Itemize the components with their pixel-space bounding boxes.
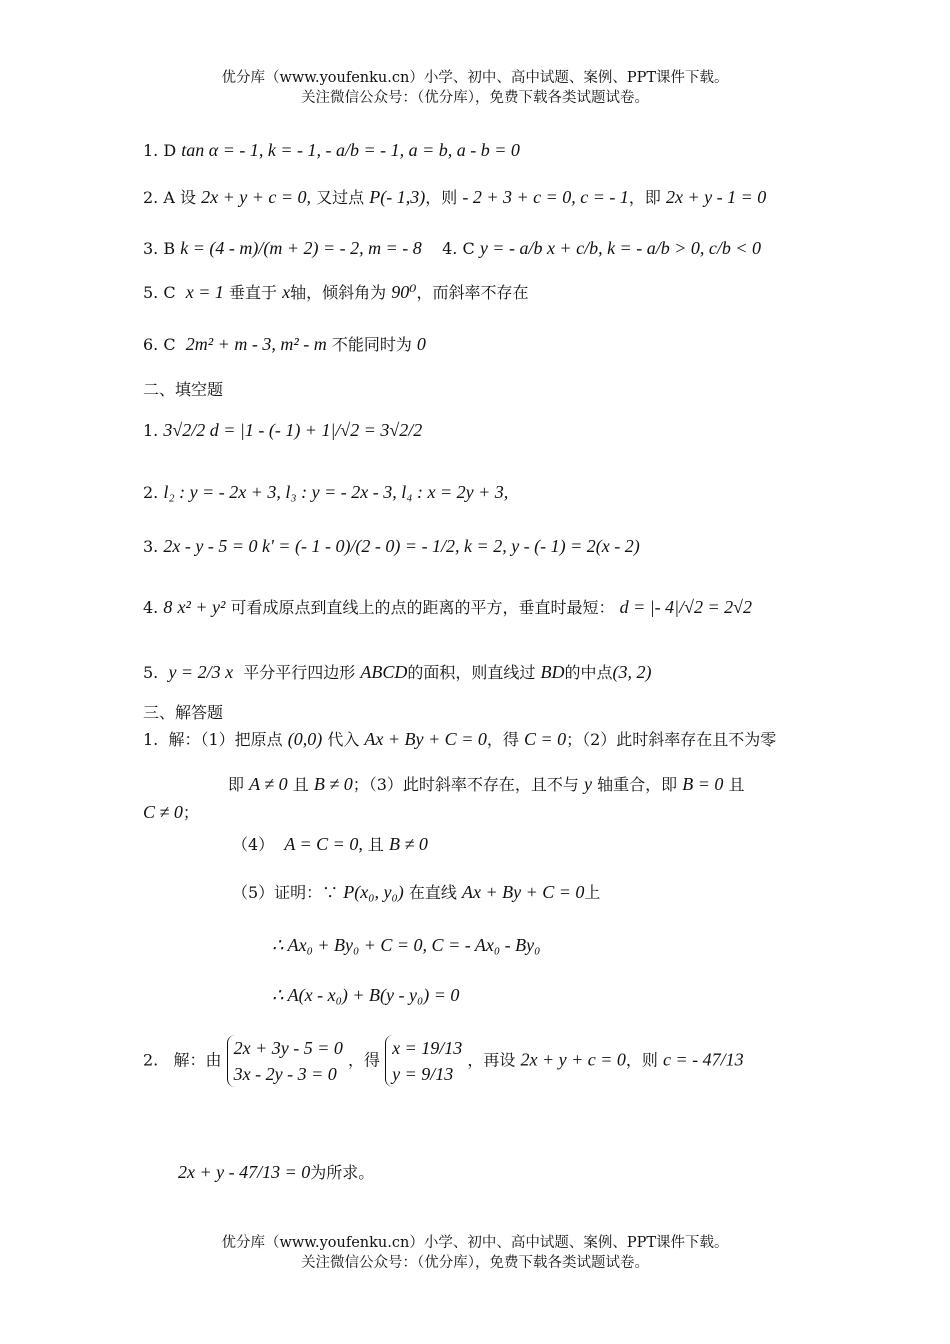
question-number: 2. bbox=[143, 483, 159, 502]
text: 轴重合，即 bbox=[597, 775, 678, 794]
text: 垂直于 bbox=[229, 283, 278, 302]
question-number: 5. bbox=[143, 663, 159, 682]
math: 0 bbox=[416, 334, 426, 354]
question-number: 2. bbox=[143, 1050, 159, 1070]
solve-p1-line3 bbox=[143, 800, 199, 823]
math: x = 1 bbox=[185, 282, 224, 302]
text: ，而斜率不存在 bbox=[416, 283, 529, 302]
choice-q2 bbox=[143, 185, 766, 208]
math: A ≠ 0 bbox=[249, 774, 288, 794]
solve-p2 bbox=[143, 1035, 744, 1087]
section-heading-solve: 三、解答题 bbox=[143, 703, 224, 722]
text: （5）证明：∵ bbox=[232, 883, 339, 902]
answer-letter: C bbox=[163, 283, 176, 302]
math: Ax + By + C = 0 bbox=[364, 729, 487, 749]
section-heading-fill: 二、填空题 bbox=[143, 380, 224, 399]
math: 2x + y + c = 0, bbox=[201, 187, 312, 207]
text: 平分平行四边形 bbox=[243, 663, 356, 682]
text: 的面积，则直线过 bbox=[407, 663, 536, 682]
text: （4） bbox=[232, 835, 275, 854]
text: 解：由 bbox=[173, 1050, 222, 1070]
math: B = 0 bbox=[682, 774, 724, 794]
fill-q1 bbox=[143, 420, 422, 441]
text: 在直线 bbox=[408, 883, 457, 902]
math: y bbox=[584, 774, 593, 794]
question-number: 3. bbox=[143, 239, 159, 258]
math: P(x₀, y₀) bbox=[343, 882, 404, 902]
math: (3, 2) bbox=[612, 662, 652, 682]
text: ；（3）此时斜率不存在，且不与 bbox=[352, 775, 579, 794]
math: x² + y² bbox=[177, 597, 226, 617]
question-number: 1. bbox=[143, 141, 159, 160]
math: 8 bbox=[163, 597, 173, 617]
choice-q1 bbox=[143, 140, 520, 161]
text: ，得 bbox=[348, 1050, 381, 1070]
footer-line-2: 关注微信公众号：（优分库），免费下载各类试题试卷。 bbox=[301, 1255, 649, 1271]
math: BD bbox=[540, 662, 565, 682]
equation-system-1 bbox=[227, 1035, 343, 1087]
text: ，得 bbox=[486, 730, 519, 749]
header-line-2: 关注微信公众号：（优分库），免费下载各类试题试卷。 bbox=[301, 90, 649, 106]
text: ，则 bbox=[425, 188, 458, 207]
math: C ≠ 0 bbox=[143, 802, 183, 822]
solution-expression: k = (4 - m)/(m + 2) = - 2, m = - 8 bbox=[180, 238, 422, 258]
solve-p1-line5 bbox=[232, 880, 600, 903]
answer-letter: B bbox=[163, 239, 176, 258]
solve-p1-line1 bbox=[143, 727, 776, 750]
math: Ax + By + C = 0 bbox=[461, 882, 585, 902]
math: ABCD bbox=[360, 662, 408, 682]
math: x bbox=[282, 282, 291, 302]
text: 且 bbox=[367, 835, 384, 854]
math: P(- 1,3) bbox=[369, 187, 426, 207]
text: ，即 bbox=[628, 188, 661, 207]
solve-p1-line7 bbox=[272, 985, 459, 1006]
question-number: 5. bbox=[143, 283, 159, 302]
solve-p1-line6 bbox=[272, 935, 540, 956]
question-number: 4. bbox=[143, 598, 159, 617]
fill-q3 bbox=[143, 536, 640, 557]
text: 即 bbox=[228, 775, 245, 794]
text: ，再设 bbox=[467, 1050, 516, 1070]
solution-expression: y = - a/b x + c/b, k = - a/b > 0, c/b < 0 bbox=[479, 238, 761, 258]
text: 不能同时为 bbox=[331, 335, 412, 354]
math: B ≠ 0 bbox=[389, 834, 428, 854]
math: d = |- 4|/√2 = 2√2 bbox=[619, 597, 753, 617]
text: ；（2）此时斜率存在且不为零 bbox=[566, 730, 777, 749]
text: 上 bbox=[584, 883, 601, 902]
math: 2x + y + c = 0 bbox=[520, 1049, 626, 1070]
answer-letter: C bbox=[462, 239, 475, 258]
math: y = 2/3 x bbox=[168, 662, 234, 682]
fill-q2 bbox=[143, 482, 508, 503]
answer-letter: D bbox=[163, 141, 177, 160]
text: ，则 bbox=[625, 1050, 658, 1070]
footer-line-1: 优分库（www.youfenku.cn）小学、初中、高中试题、案例、PPT课件下载。 bbox=[221, 1235, 729, 1251]
math: ∴ Ax₀ + By₀ + C = 0, C = - Ax₀ - By₀ bbox=[272, 935, 541, 955]
question-number: 6. bbox=[143, 335, 159, 354]
text: 代入 bbox=[327, 730, 360, 749]
math: (0,0) bbox=[287, 729, 323, 749]
math: A = C = 0, bbox=[284, 834, 363, 854]
question-number: 2. bbox=[143, 188, 159, 207]
math: C = 0 bbox=[523, 729, 567, 749]
text: 设 bbox=[180, 188, 197, 207]
math: ∴ A(x - x₀) + B(y - y₀) = 0 bbox=[272, 985, 460, 1005]
text: 的中点 bbox=[564, 663, 613, 682]
fill-q5 bbox=[143, 660, 651, 683]
question-number: 1. bbox=[143, 730, 159, 749]
math: B ≠ 0 bbox=[313, 774, 353, 794]
equation-system-2 bbox=[385, 1035, 462, 1087]
solve-p1-line2 bbox=[228, 772, 745, 795]
equation: x = 19/13 bbox=[392, 1038, 463, 1058]
solve-p2-final bbox=[178, 1160, 374, 1183]
math: - 2 + 3 + c = 0, c = - 1 bbox=[462, 187, 629, 207]
math: 2x + y - 47/13 = 0 bbox=[178, 1162, 311, 1182]
text: 可看成原点到直线上的点的距离的平方，垂直时最短： bbox=[230, 598, 615, 617]
question-number: 4. bbox=[442, 239, 458, 258]
equation: 2x + 3y - 5 = 0 bbox=[233, 1038, 343, 1058]
solution-expression: tan α = - 1, k = - 1, - a/b = - 1, a = b, a - b = 0 bbox=[181, 140, 520, 160]
solve-p1-line4 bbox=[232, 832, 428, 855]
math: c = - 47/13 bbox=[662, 1049, 744, 1070]
answer-letter: C bbox=[163, 335, 176, 354]
solution-expression: l₂ : y = - 2x + 3, l₃ : y = - 2x - 3, l₄ : x = 2y + 3, bbox=[163, 482, 509, 502]
answer-letter: A bbox=[163, 188, 175, 207]
choice-q6 bbox=[143, 332, 426, 355]
text: ； bbox=[182, 803, 199, 822]
math: 2m² + m - 3, m² - m bbox=[185, 334, 327, 354]
text: 又过点 bbox=[316, 188, 365, 207]
solution-expression: 2x - y - 5 = 0 k' = (- 1 - 0)/(2 - 0) = - 1/2, k = 2, y - (- 1) = 2(x - 2) bbox=[163, 536, 640, 556]
math: 2x + y - 1 = 0 bbox=[666, 187, 767, 207]
solution-expression: 3√2/2 d = |1 - (- 1) + 1|/√2 = 3√2/2 bbox=[163, 420, 423, 440]
text: 解：（1）把原点 bbox=[168, 730, 283, 749]
choice-q5 bbox=[143, 280, 528, 303]
question-number: 3. bbox=[143, 537, 159, 556]
header-line-1: 优分库（www.youfenku.cn）小学、初中、高中试题、案例、PPT课件下载。 bbox=[221, 70, 729, 86]
text: 轴，倾斜角为 bbox=[290, 283, 387, 302]
question-number: 1. bbox=[143, 421, 159, 440]
fill-q4 bbox=[143, 595, 752, 618]
equation: 3x - 2y - 3 = 0 bbox=[233, 1064, 337, 1084]
text: 为所求。 bbox=[310, 1163, 375, 1182]
text: 且 bbox=[728, 775, 745, 794]
equation: y = 9/13 bbox=[392, 1064, 454, 1084]
math: 90⁰ bbox=[391, 282, 417, 302]
choice-q3-q4 bbox=[143, 238, 761, 259]
text: 且 bbox=[292, 775, 309, 794]
